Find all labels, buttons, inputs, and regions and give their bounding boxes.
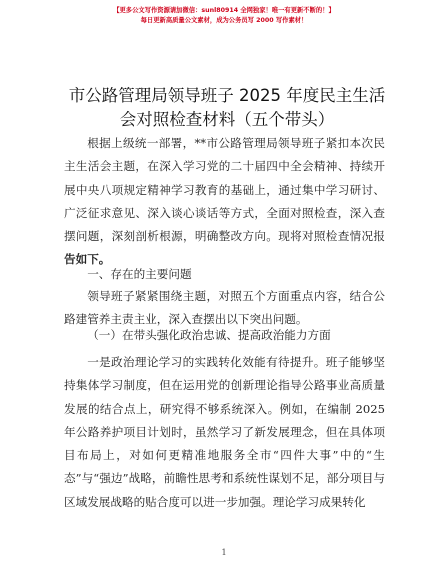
promo-banner-line1: 【更多公文写作资源请加微信：sunl80914 全网独家！唯一有更新不断的！】 bbox=[113, 7, 335, 14]
promo-banner-line2: 每日更新高质量公文素材，成为公务员写 2000 写作素材！ bbox=[140, 17, 308, 24]
intro-paragraph-block bbox=[64, 132, 385, 272]
page-number: 1 bbox=[221, 548, 227, 557]
last-paragraph: 一是政治理论学习的实践转化效能有待提升。班子能够坚持集体学习制度，但在运用党的创新理论指导公路事业高质量发展的结合点上，研究得不够系统深入。例如，在编制 2025 年公路养护项目计划时，虽然学习了新发展理念，但在具体项目布局上，对如何更精准地服务全市“四件大事”中的“生态”与“强边”战略，前瞻性思考和系统性谋划不足，部分项目与区域发展战略的贴合度可以进一步加强。理论学习成果转化 bbox=[64, 355, 385, 509]
subheading-1 bbox=[64, 324, 385, 347]
intro-paragraph bbox=[64, 132, 385, 272]
section-heading-1-text: 一、存在的主要问题 bbox=[87, 267, 192, 281]
last-paragraph-block bbox=[64, 351, 385, 514]
intro-bold-tail: 告如下。 bbox=[64, 252, 111, 267]
document-title: 市公路管理局领导班子 2025 年度民主生活会对照检查材料（五个带头） bbox=[68, 86, 386, 129]
subheading-1-text: （一）在带头强化政治忠诚、提高政治能力方面 bbox=[87, 328, 331, 342]
intro-paragraph-text: 根据上级统一部署，**市公路管理局领导班子紧扣本次民主生活会主题，在深入学习党的二十届四中全会精神、持续开展中央八项规定精神学习教育的基础上，通过集中学习研讨、广泛征求意见、深入谈心谈话等方式，全面对照检查，深入查摆问题，深刻剖析根源，明确整改方向。现将对照检查情况报 bbox=[64, 136, 385, 244]
focus-paragraph: 领导班子紧紧围绕主题，对照五个方面重点内容，结合公路建管养主责主业，深入查摆出以下突出问题。 bbox=[64, 289, 385, 327]
section-heading-1 bbox=[64, 263, 385, 286]
promo-banner bbox=[0, 6, 448, 26]
